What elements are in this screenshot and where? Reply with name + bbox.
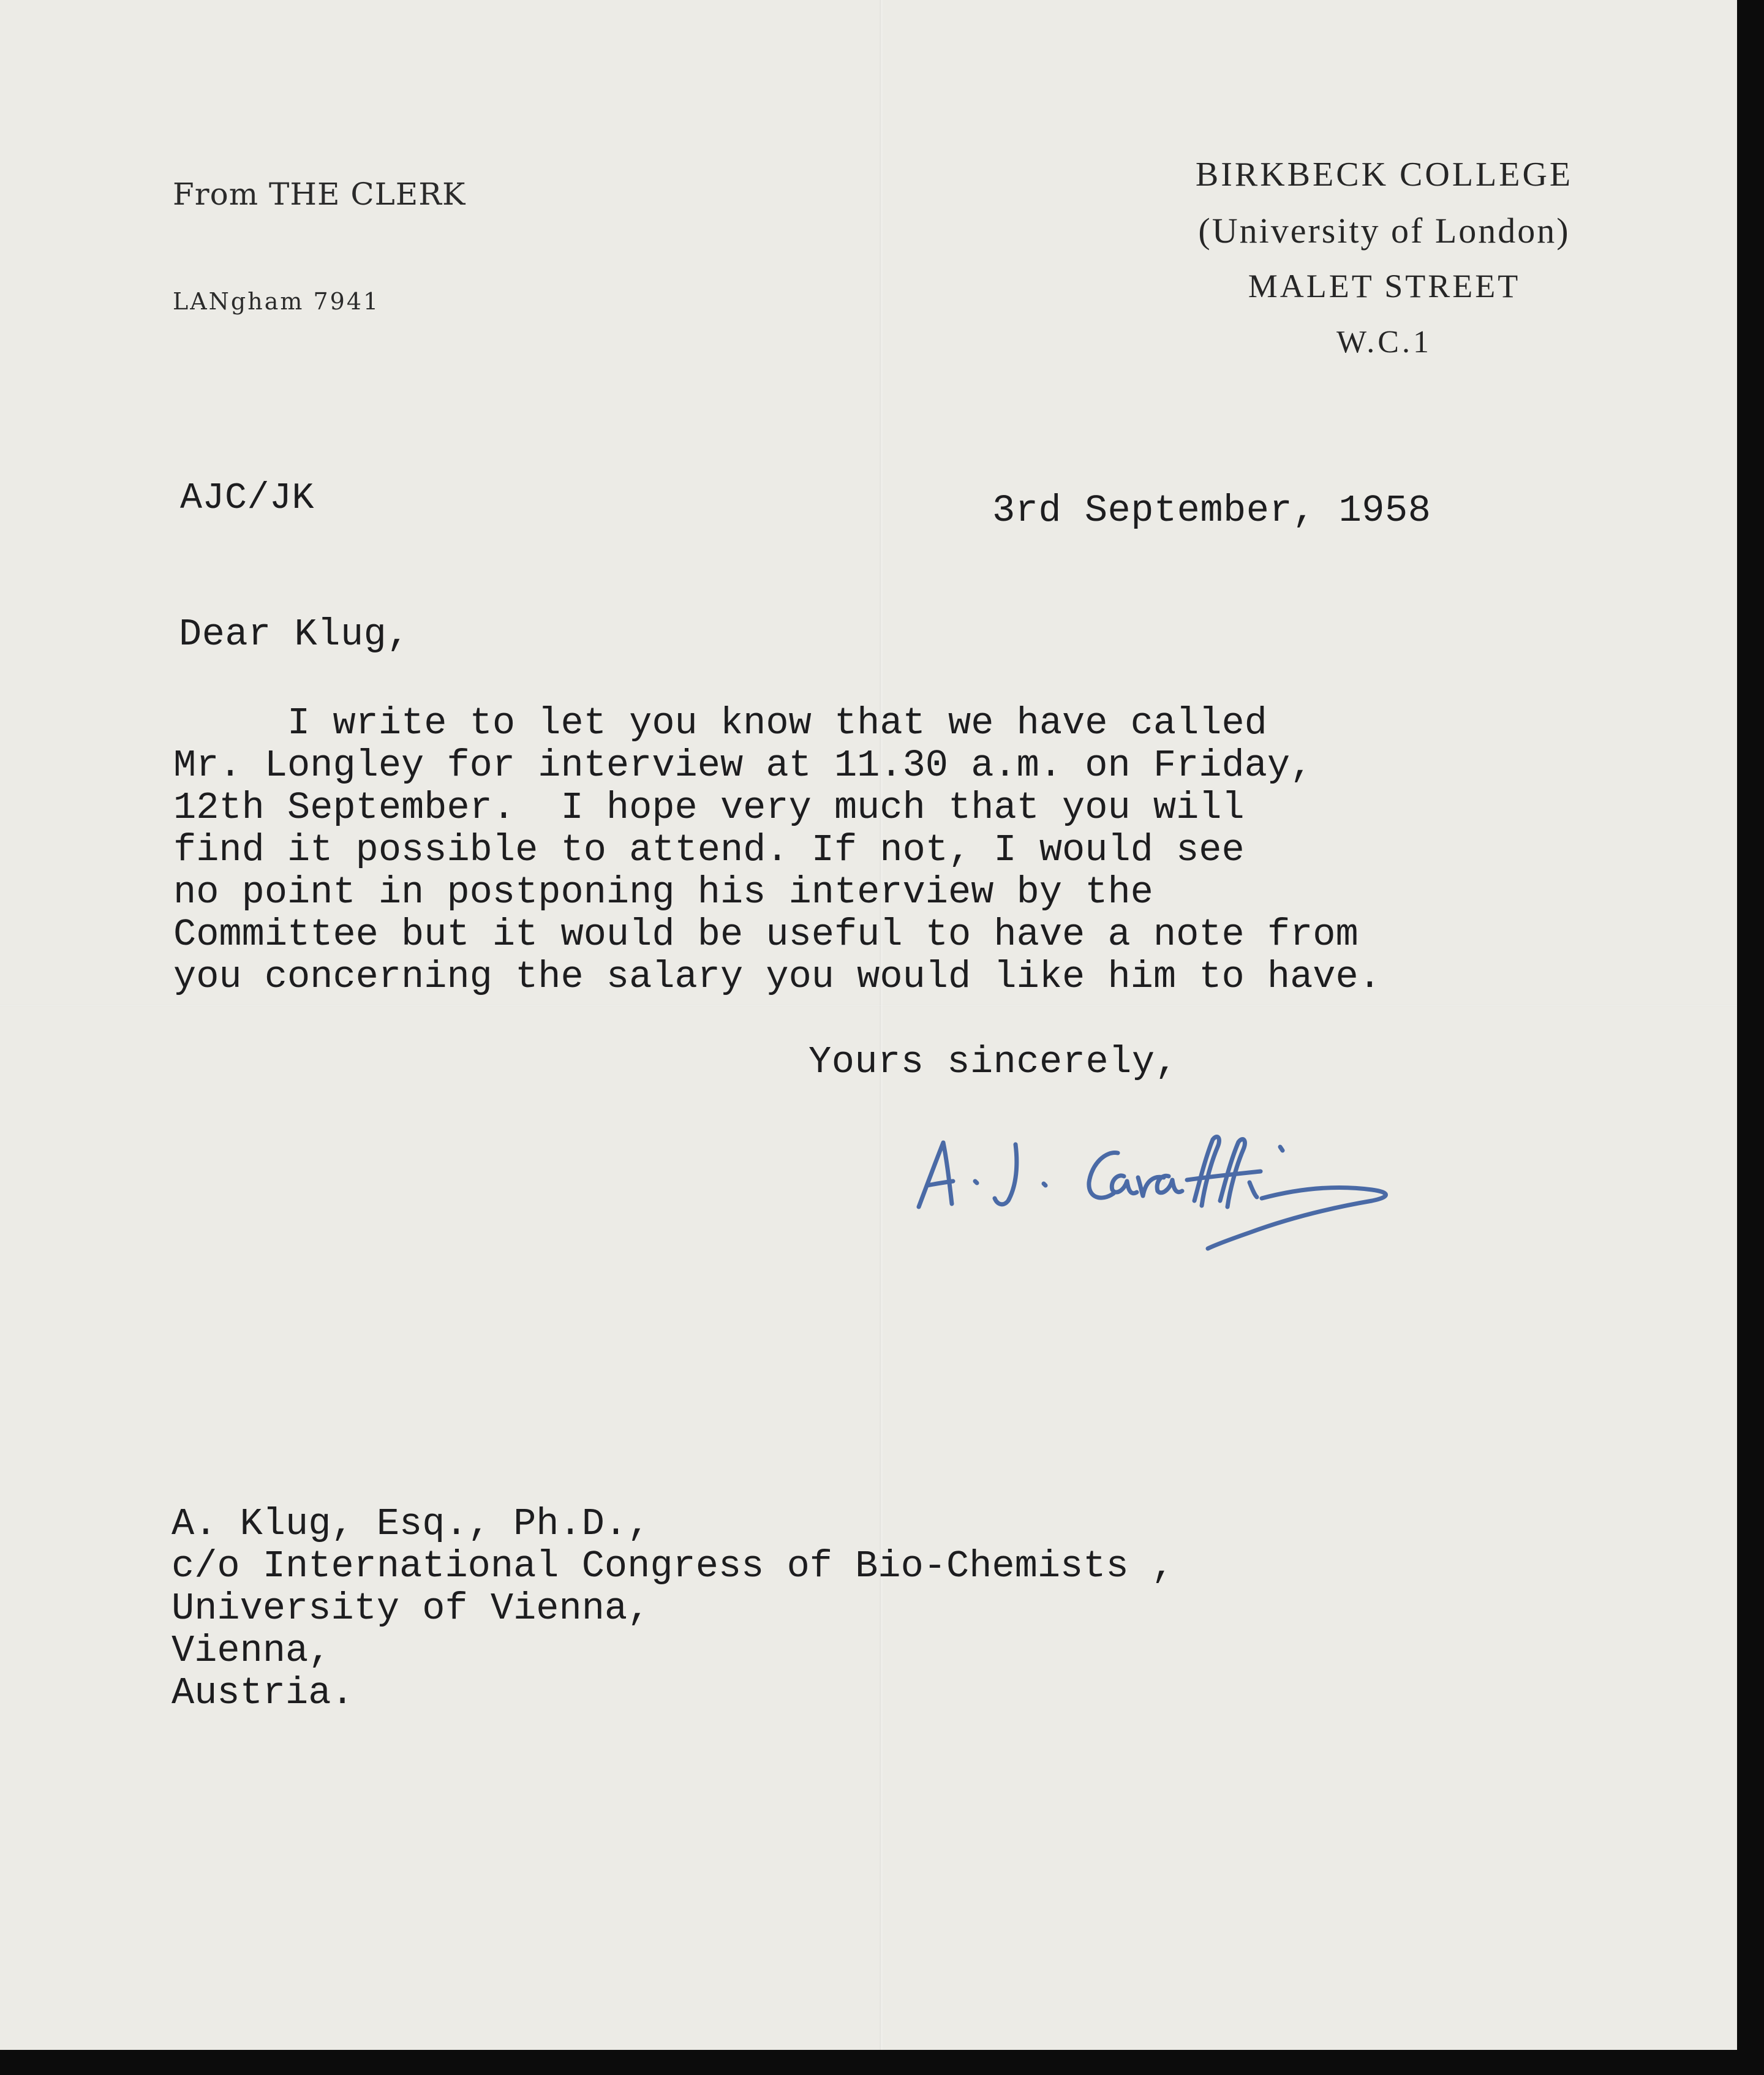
address-line: c/o International Congress of Bio-Chemists , bbox=[172, 1544, 1175, 1588]
university-name: (University of London) bbox=[1198, 211, 1570, 251]
address-line: Vienna, bbox=[172, 1629, 331, 1672]
address-line: University of Vienna, bbox=[172, 1587, 650, 1630]
address-line: Austria. bbox=[172, 1671, 354, 1715]
handwritten-signature bbox=[907, 1115, 1458, 1262]
college-name: BIRKBECK COLLEGE bbox=[1195, 156, 1574, 194]
street-name: MALET STREET bbox=[1248, 268, 1521, 304]
address-line: A. Klug, Esq., Ph.D., bbox=[172, 1502, 650, 1546]
fold-line bbox=[0, 1005, 1737, 1007]
from-clerk-line: From THE CLERK bbox=[173, 176, 466, 212]
body-line: I write to let you know that we have called bbox=[173, 701, 1267, 745]
body-line: 12th September. I hope very much that you will bbox=[173, 786, 1245, 830]
reference-code: AJC/JK bbox=[180, 478, 315, 520]
body-line: find it possible to attend. If not, I would see bbox=[173, 828, 1245, 872]
body-line: you concerning the salary you would like him to have. bbox=[173, 955, 1381, 999]
body-line: Committee but it would be useful to have a note from bbox=[173, 913, 1359, 956]
letterhead-address bbox=[1121, 147, 1648, 370]
salutation: Dear Klug, bbox=[179, 613, 410, 656]
body-line: no point in postponing his interview by the bbox=[173, 871, 1153, 914]
letter-date: 3rd September, 1958 bbox=[992, 489, 1431, 532]
body-line: Mr. Longley for interview at 11.30 a.m. on Friday, bbox=[173, 744, 1313, 787]
phone-number: LANgham 7941 bbox=[173, 288, 380, 315]
closing: Yours sincerely, bbox=[809, 1040, 1178, 1084]
postcode: W.C.1 bbox=[1336, 325, 1432, 360]
